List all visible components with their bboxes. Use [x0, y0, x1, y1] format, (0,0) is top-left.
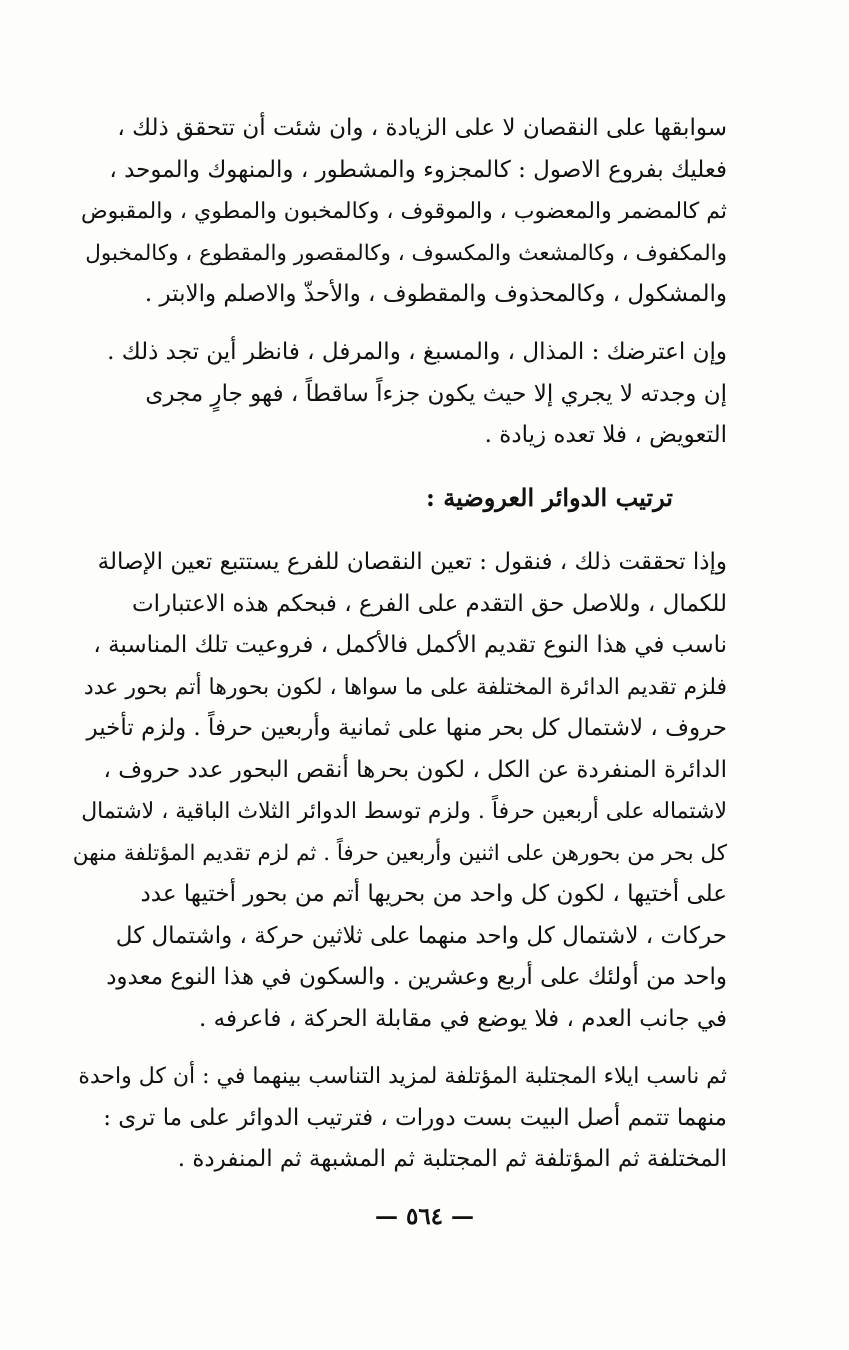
text-line: حروف ، لاشتمال كل بحر منها على ثمانية وأربعين حرفاً . ولزم تأخير	[86, 715, 727, 741]
text-line: على أختيها ، لكون كل واحد من بحريها أتم من بحور أختيها عدد	[140, 881, 727, 907]
text-line: فلزم تقديم الدائرة المختلفة على ما سواها ، لكون بحورها أتم بحور عدد	[83, 674, 727, 700]
text-line: وإن اعترضك : المذال ، والمسبغ ، والمرفل ، فانظر أين تجد ذلك .	[107, 339, 727, 365]
text-line: كل بحر من بحورهن على اثنين وأربعين حرفاً . ثم لزم تقديم المؤتلفة منهن	[72, 840, 727, 866]
text-line: ناسب في هذا النوع تقديم الأكمل فالأكمل ، فروعيت تلك المناسبة ،	[93, 632, 727, 658]
text-line: إن وجدته لا يجري إلا حيث يكون جزءاً ساقطاً ، فهو جارٍ مجرى	[145, 380, 727, 407]
paragraph-1	[72, 108, 727, 316]
text-line: منهما تتمم أصل البيت بست دورات ، فترتيب الدوائر على ما ترى :	[103, 1104, 727, 1131]
text-line: المختلفة ثم المؤتلفة ثم المجتلبة ثم المشبهة ثم المنفردة .	[177, 1146, 727, 1172]
paragraph-4	[72, 1056, 727, 1181]
text-line: لاشتماله على أربعين حرفاً . ولزم توسط الدوائر الثلاث الباقية ، لاشتمال	[81, 799, 727, 824]
page-number: — ٥٦٤ —	[374, 1203, 475, 1230]
text-line: ثم ناسب ايلاء المجتلبة المؤتلفة لمزيد التناسب بينهما في : أن كل واحدة	[78, 1064, 727, 1089]
text-line: والمكفوف ، وكالمشعث والمكسوف ، وكالمقصور والمقطوع ، وكالمخبول	[85, 240, 727, 266]
text-line: التعويض ، فلا تعده زيادة .	[484, 422, 727, 448]
text-line: سوابقها على النقصان لا على الزيادة ، وان شئت أن تتحقق ذلك ،	[117, 115, 727, 141]
text-line: للكمال ، وللاصل حق التقدم على الفرع ، فبحكم هذه الاعتبارات	[131, 590, 727, 617]
paragraph-2	[72, 332, 727, 457]
text-line: ثم كالمضمر والمعضوب ، والموقوف ، وكالمخبون والمطوي ، والمقبوض	[81, 199, 727, 224]
text-line: حركات ، لاشتمال كل واحد منهما على ثلاثين حركة ، واشتمال كل	[115, 922, 727, 949]
text-line: في جانب العدم ، فلا يوضع في مقابلة الحركة ، فاعرفه .	[199, 1005, 727, 1032]
text-line: والمشكول ، وكالمحذوف والمقطوف ، والأحذّ والاصلم والابتر .	[144, 281, 727, 307]
text-line: الدائرة المنفردة عن الكل ، لكون بحرها أنقص البحور عدد حروف ،	[103, 756, 727, 783]
text-line: فعليك بفروع الاصول : كالمجزوء والمشطور ، والمنهوك والموحد ،	[109, 156, 727, 183]
text-line: وإذا تحققت ذلك ، فنقول : تعين النقصان للفرع يستتبع تعين الإصالة	[97, 549, 727, 575]
paragraph-3	[72, 542, 727, 1040]
text-line: واحد من أولئك على أربع وعشرين . والسكون في هذا النوع معدود	[106, 964, 727, 990]
section-heading: ترتيب الدوائر العروضية :	[426, 483, 673, 512]
